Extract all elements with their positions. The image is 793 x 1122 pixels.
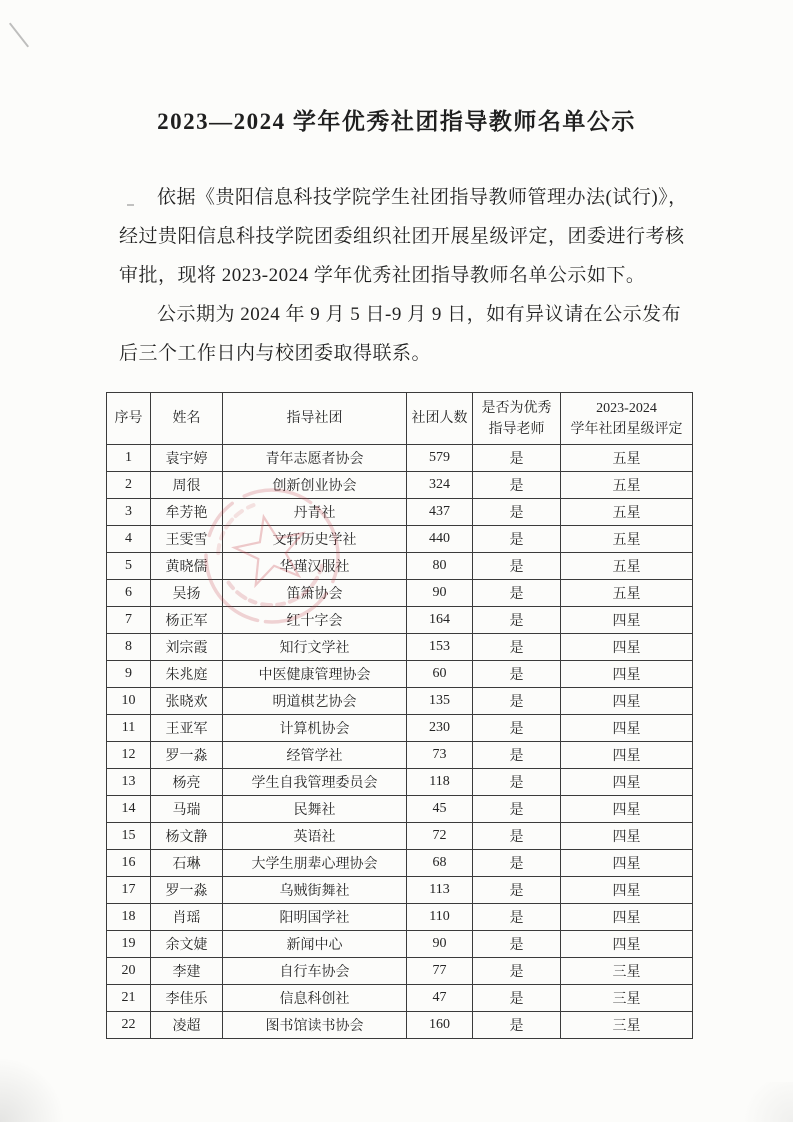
column-header: 序号 (107, 393, 151, 445)
cell-rating: 四星 (561, 607, 693, 634)
cell-rating: 五星 (561, 445, 693, 472)
table-row (107, 823, 693, 850)
table-row (107, 688, 693, 715)
cell-name: 肖瑶 (151, 904, 223, 931)
cell-excellent: 是 (473, 850, 561, 877)
cell-name: 石琳 (151, 850, 223, 877)
cell-club: 中医健康管理协会 (223, 661, 407, 688)
cell-members: 68 (407, 850, 473, 877)
cell-excellent: 是 (473, 607, 561, 634)
cell-members: 324 (407, 472, 473, 499)
cell-name: 马瑞 (151, 796, 223, 823)
table-row (107, 499, 693, 526)
cell-no: 4 (107, 526, 151, 553)
cell-no: 8 (107, 634, 151, 661)
cell-club: 新闻中心 (223, 931, 407, 958)
cell-rating: 四星 (561, 904, 693, 931)
paragraph-line: 依据《贵阳信息科技学院学生社团指导教师管理办法(试行)》， (157, 187, 688, 208)
cell-rating: 四星 (561, 688, 693, 715)
cell-excellent: 是 (473, 553, 561, 580)
cell-members: 230 (407, 715, 473, 742)
cell-name: 罗一淼 (151, 877, 223, 904)
cell-no: 5 (107, 553, 151, 580)
cell-no: 11 (107, 715, 151, 742)
cell-excellent: 是 (473, 526, 561, 553)
cell-members: 90 (407, 931, 473, 958)
table-row (107, 445, 693, 472)
cell-members: 90 (407, 580, 473, 607)
cell-name: 王雯雪 (151, 526, 223, 553)
cell-members: 153 (407, 634, 473, 661)
cell-rating: 四星 (561, 769, 693, 796)
table-row (107, 877, 693, 904)
cell-members: 60 (407, 661, 473, 688)
table-row (107, 769, 693, 796)
table-row (107, 526, 693, 553)
cell-club: 自行车协会 (223, 958, 407, 985)
cell-club: 大学生朋辈心理协会 (223, 850, 407, 877)
cell-name: 袁宇婷 (151, 445, 223, 472)
cell-name: 杨正军 (151, 607, 223, 634)
cell-club: 阳明国学社 (223, 904, 407, 931)
cell-no: 15 (107, 823, 151, 850)
cell-club: 丹青社 (223, 499, 407, 526)
cell-no: 1 (107, 445, 151, 472)
cell-club: 创新创业协会 (223, 472, 407, 499)
cell-members: 164 (407, 607, 473, 634)
paragraph (119, 295, 682, 373)
cell-name: 牟芳艳 (151, 499, 223, 526)
table-row (107, 850, 693, 877)
column-header: 指导社团 (223, 393, 407, 445)
cell-name: 罗一淼 (151, 742, 223, 769)
cell-members: 437 (407, 499, 473, 526)
cell-club: 红十字会 (223, 607, 407, 634)
cell-name: 李建 (151, 958, 223, 985)
cell-excellent: 是 (473, 958, 561, 985)
cell-excellent: 是 (473, 904, 561, 931)
cell-no: 10 (107, 688, 151, 715)
paragraph-line: 公示期为 2024 年 9 月 5 日-9 月 9 日，如有异议请在公示发布 (157, 304, 682, 325)
cell-no: 16 (107, 850, 151, 877)
cell-members: 110 (407, 904, 473, 931)
cell-club: 乌贼街舞社 (223, 877, 407, 904)
cell-club: 笛箫协会 (223, 580, 407, 607)
cell-name: 张晓欢 (151, 688, 223, 715)
page-title: 2023—2024 学年优秀社团指导教师名单公示 (157, 109, 636, 134)
cell-name: 吴扬 (151, 580, 223, 607)
table-row (107, 931, 693, 958)
cell-name: 刘宗霞 (151, 634, 223, 661)
cell-excellent: 是 (473, 715, 561, 742)
cell-members: 118 (407, 769, 473, 796)
table-body (107, 445, 693, 1039)
cell-excellent: 是 (473, 661, 561, 688)
cell-excellent: 是 (473, 499, 561, 526)
cell-rating: 四星 (561, 634, 693, 661)
cell-rating: 四星 (561, 823, 693, 850)
table-row (107, 985, 693, 1012)
cell-no: 21 (107, 985, 151, 1012)
table-row (107, 661, 693, 688)
cell-members: 47 (407, 985, 473, 1012)
cell-rating: 五星 (561, 580, 693, 607)
table-row (107, 634, 693, 661)
cell-no: 12 (107, 742, 151, 769)
cell-no: 18 (107, 904, 151, 931)
cell-rating: 四星 (561, 877, 693, 904)
scan-artifact-top-left (9, 23, 29, 48)
cell-name: 杨亮 (151, 769, 223, 796)
column-header: 2023-2024 学年社团星级评定 (561, 393, 693, 445)
award-table (106, 392, 693, 1039)
cell-club: 学生自我管理委员会 (223, 769, 407, 796)
scan-shadow-bottom-left (0, 1052, 70, 1122)
cell-name: 李佳乐 (151, 985, 223, 1012)
cell-rating: 五星 (561, 553, 693, 580)
cell-members: 80 (407, 553, 473, 580)
cell-club: 文轩历史学社 (223, 526, 407, 553)
cell-members: 440 (407, 526, 473, 553)
cell-club: 经管学社 (223, 742, 407, 769)
cell-club: 明道棋艺协会 (223, 688, 407, 715)
cell-rating: 三星 (561, 958, 693, 985)
cell-excellent: 是 (473, 1012, 561, 1039)
cell-rating: 四星 (561, 742, 693, 769)
cell-excellent: 是 (473, 445, 561, 472)
table-row (107, 580, 693, 607)
table-row (107, 607, 693, 634)
cell-excellent: 是 (473, 769, 561, 796)
table-header-row (107, 393, 693, 445)
table-row (107, 742, 693, 769)
cell-rating: 五星 (561, 472, 693, 499)
cell-club: 英语社 (223, 823, 407, 850)
cell-rating: 五星 (561, 499, 693, 526)
cell-members: 77 (407, 958, 473, 985)
cell-excellent: 是 (473, 823, 561, 850)
cell-name: 黄晓儒 (151, 553, 223, 580)
cell-excellent: 是 (473, 796, 561, 823)
table-row (107, 796, 693, 823)
cell-excellent: 是 (473, 742, 561, 769)
column-header: 社团人数 (407, 393, 473, 445)
column-header: 姓名 (151, 393, 223, 445)
cell-club: 图书馆读书协会 (223, 1012, 407, 1039)
table-row (107, 715, 693, 742)
cell-no: 20 (107, 958, 151, 985)
cell-members: 135 (407, 688, 473, 715)
cell-excellent: 是 (473, 634, 561, 661)
cell-rating: 四星 (561, 661, 693, 688)
cell-rating: 五星 (561, 526, 693, 553)
cell-no: 2 (107, 472, 151, 499)
cell-excellent: 是 (473, 931, 561, 958)
cell-excellent: 是 (473, 985, 561, 1012)
cell-members: 160 (407, 1012, 473, 1039)
cell-excellent: 是 (473, 472, 561, 499)
paragraph-line: 审批，现将 2023-2024 学年优秀社团指导教师名单公示如下。 (119, 265, 646, 286)
cell-rating: 三星 (561, 985, 693, 1012)
paragraph-line: 后三个工作日内与校团委取得联系。 (119, 343, 432, 364)
cell-no: 17 (107, 877, 151, 904)
cell-no: 6 (107, 580, 151, 607)
cell-members: 579 (407, 445, 473, 472)
cell-no: 19 (107, 931, 151, 958)
cell-rating: 三星 (561, 1012, 693, 1039)
table-row (107, 553, 693, 580)
cell-club: 华瑾汉服社 (223, 553, 407, 580)
body-text (119, 178, 688, 373)
cell-no: 9 (107, 661, 151, 688)
paragraph-line: 经过贵阳信息科技学院团委组织社团开展星级评定，团委进行考核 (119, 226, 685, 247)
cell-no: 7 (107, 607, 151, 634)
cell-excellent: 是 (473, 688, 561, 715)
cell-club: 民舞社 (223, 796, 407, 823)
cell-rating: 四星 (561, 715, 693, 742)
cell-members: 113 (407, 877, 473, 904)
cell-rating: 四星 (561, 796, 693, 823)
cell-no: 22 (107, 1012, 151, 1039)
cell-name: 杨文静 (151, 823, 223, 850)
cell-club: 计算机协会 (223, 715, 407, 742)
cell-name: 王亚军 (151, 715, 223, 742)
cell-name: 朱兆庭 (151, 661, 223, 688)
cell-no: 14 (107, 796, 151, 823)
cell-no: 3 (107, 499, 151, 526)
cell-name: 余文婕 (151, 931, 223, 958)
scan-shadow-bottom-right (733, 1082, 793, 1122)
cell-rating: 四星 (561, 850, 693, 877)
cell-name: 周很 (151, 472, 223, 499)
cell-rating: 四星 (561, 931, 693, 958)
cell-excellent: 是 (473, 877, 561, 904)
table-row (107, 904, 693, 931)
table-row (107, 472, 693, 499)
cell-members: 73 (407, 742, 473, 769)
cell-members: 45 (407, 796, 473, 823)
cell-members: 72 (407, 823, 473, 850)
table-row (107, 1012, 693, 1039)
cell-name: 凌超 (151, 1012, 223, 1039)
cell-club: 青年志愿者协会 (223, 445, 407, 472)
cell-excellent: 是 (473, 580, 561, 607)
column-header: 是否为优秀 指导老师 (473, 393, 561, 445)
paragraph (119, 178, 688, 295)
cell-no: 13 (107, 769, 151, 796)
table-row (107, 958, 693, 985)
cell-club: 知行文学社 (223, 634, 407, 661)
cell-club: 信息科创社 (223, 985, 407, 1012)
